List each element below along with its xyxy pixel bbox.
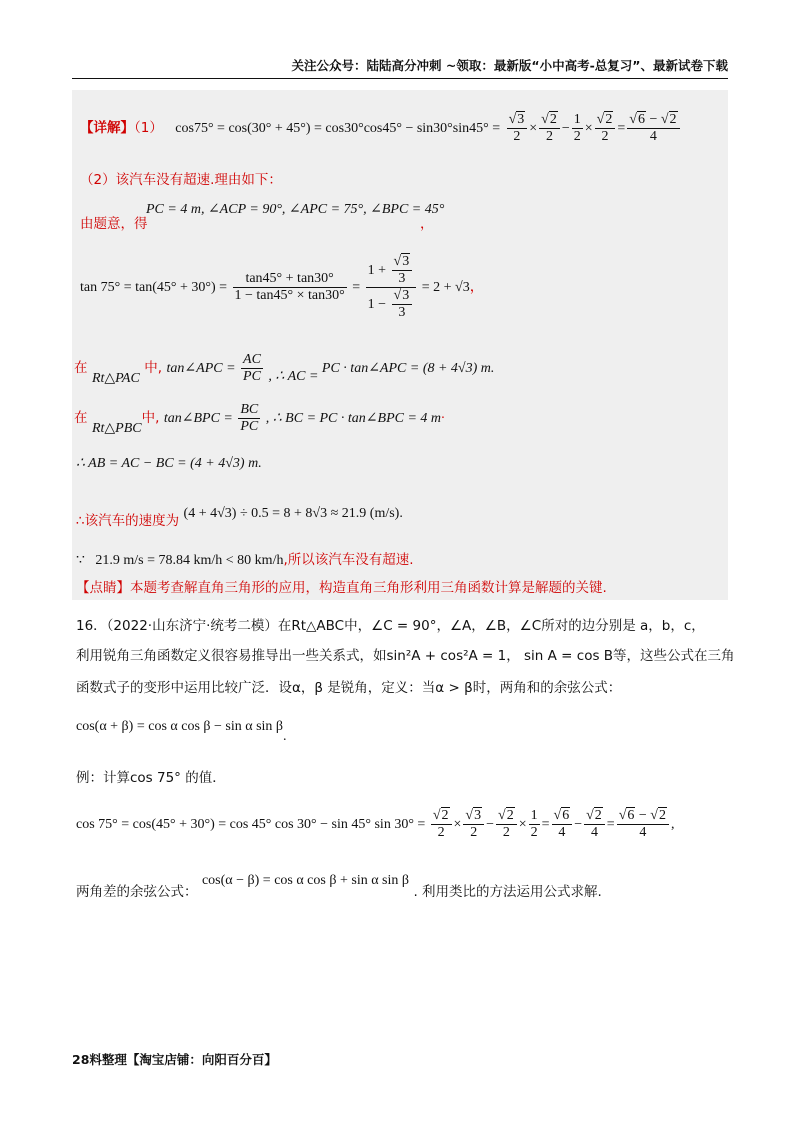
rt-pac: Rt△PAC <box>91 370 140 386</box>
ac-value: PC · tan∠APC = (8 + 4√3) m. <box>321 360 495 376</box>
page-footer <box>72 1050 277 1068</box>
diff-formula-line <box>76 872 602 900</box>
ab-line: ∴ AB = AC − BC = (4 + 4√3) m. <box>76 456 262 471</box>
footer-text: 料整理【淘宝店铺：向阳百分百】 <box>89 1052 277 1067</box>
problem16-line3: 函数式子的变形中运用比较广泛．设α，β 是锐角，定义：当α > β时，两角和的余弦公式： <box>76 680 622 696</box>
tan75-result: = 2 + √3 <box>421 279 470 295</box>
part2-title: （2）该汽车没有超速.理由如下： <box>80 172 282 188</box>
zhong-2: 中, <box>141 409 160 426</box>
therefore-ac: , ∴ AC = <box>268 368 319 384</box>
tan75-line: tan 75° = tan(45° + 30°) = $\frac{\tan 45^\circ + \tan 30^\circ}{1 - \tan 45^\circ \times \tan 30^\circ}$ = 1 + $\frac{√3}{3}$ 1 − $\frac{√3}{3}$ = 2 + √3， <box>80 254 484 321</box>
tan-num: tan45° + tan30° <box>233 271 347 288</box>
example-expression-line: cos 75° = cos(45° + 30°) = cos 45° cos 30° − sin 45° sin 30° = $\frac{√2}{2}$ × $\frac{√3}{2}$ − $\frac{√2}{2}$ × $\frac{1}{2}$ = $\frac{√6}{4}$ − $\frac{√2}{4}$ = $\frac{√6 - √2}{4}$ , <box>76 808 675 841</box>
zhong-1: 中, <box>144 359 163 376</box>
tan-sum-fraction <box>233 271 347 304</box>
sum-period: . <box>283 729 287 744</box>
comment-line: 【点睛】本题考查解直角三角形的应用，构造直角三角形利用三角函数计算是解题的关键. <box>76 580 607 596</box>
sum-formula: cos(α + β) = cos α cos β − sin α sin β <box>76 719 284 734</box>
diff-prefix: 两角差的余弦公式： <box>76 884 198 900</box>
problem16-line1: 16．（2022·山东济宁·统考二模）在Rt△ABC中，∠C = 90°，∠A，∠B，∠C所对的边分别是 a，b，c， <box>76 618 705 634</box>
ac-over-pc: $\frac{AC}{PC}$ <box>243 352 261 385</box>
rt-pbc-line <box>74 402 445 435</box>
diff-formula: cos(α − β) = cos α cos β + sin α sin β <box>201 873 409 888</box>
tan-apc: tan∠APC = <box>166 360 236 376</box>
diff-suffix: . 利用类比的方法运用公式求解. <box>413 884 602 900</box>
frac-sqrt2-2: $\frac{√2}{2}$ <box>539 112 560 145</box>
in-word-2: 在 <box>74 409 88 426</box>
part1-number: （1） <box>134 119 163 136</box>
rt-pac-line <box>74 352 494 385</box>
nested-fraction: 1 + $\frac{√3}{3}$ 1 − $\frac{√3}{3}$ <box>366 254 417 321</box>
page-header: 关注公众号：陆陆高分冲刺 ~领取：最新版“小中高考-总复习”、最新试卷下载 <box>72 56 728 79</box>
part1-line: 【详解】（1） cos75° = cos(30° + 45°) = cos30°cos45° − sin30°sin45° = $\frac{√3}{2}$ × $\frac{√2}{2}$ − $\frac{1}{2}$ × $\frac{√2}{2}$ = $\frac{√6 - √2}{4}$ <box>80 112 682 145</box>
in-word-1: 在 <box>74 359 88 376</box>
tan75-comma: ， <box>469 279 484 295</box>
bc-dot: · <box>441 410 445 426</box>
therefore-bc: , ∴ BC = PC · tan∠BPC = 4 m <box>265 410 442 426</box>
frac-1-2: $\frac{1}{2}$ <box>573 112 581 145</box>
given-expression: PC = 4 m, ∠ACP = 90°, ∠APC = 75°, ∠BPC = 45° <box>146 202 445 217</box>
part1-expression: cos75° = cos(30° + 45°) = cos30°cos45° − sin30°sin45° = <box>175 120 501 136</box>
detail-label: 【详解】 <box>80 119 134 136</box>
tan75-left: tan 75° = tan(45° + 30°) = <box>80 279 228 295</box>
kmh-expression: 21.9 m/s = 78.84 km/h < 80 km/h <box>95 553 284 568</box>
tan-bpc: tan∠BPC = <box>163 410 233 426</box>
kmh-line <box>76 552 414 570</box>
given-comma: ， <box>420 216 434 232</box>
frac-sqrt2-2-b: $\frac{√2}{2}$ <box>595 112 616 145</box>
speed-expression: (4 + 4√3) ÷ 0.5 = 8 + 8√3 ≈ 21.9 (m/s). <box>183 506 403 521</box>
example-left: cos 75° = cos(45° + 30°) = cos 45° cos 30° − sin 45° sin 30° = <box>76 816 426 832</box>
because-symbol: ∵ <box>76 553 85 568</box>
example-line: 例：计算cos 75° 的值． <box>76 770 226 786</box>
problem16-line2: 利用锐角三角函数定义很容易推导出一些关系式，如sin²A + cos²A = 1， sin A = cos B等，这些公式在三角 <box>76 648 735 664</box>
speed-line <box>76 505 403 529</box>
sum-formula-line <box>76 718 287 744</box>
given-prefix: 由题意，得 <box>80 216 148 232</box>
kmh-conclusion: ,所以该汽车没有超速. <box>283 552 414 568</box>
speed-prefix: ∴该汽车的速度为 <box>76 513 180 529</box>
rt-pbc: Rt△PBC <box>91 420 142 436</box>
frac-result: $\frac{√6 - √2}{4}$ <box>627 112 679 145</box>
bc-over-pc: $\frac{BC}{PC}$ <box>240 402 259 435</box>
page-number: 28 <box>72 1052 90 1067</box>
tan-den: 1 − tan45° × tan30° <box>234 288 345 304</box>
frac-sqrt3-2: $\frac{√3}{2}$ <box>507 112 528 145</box>
